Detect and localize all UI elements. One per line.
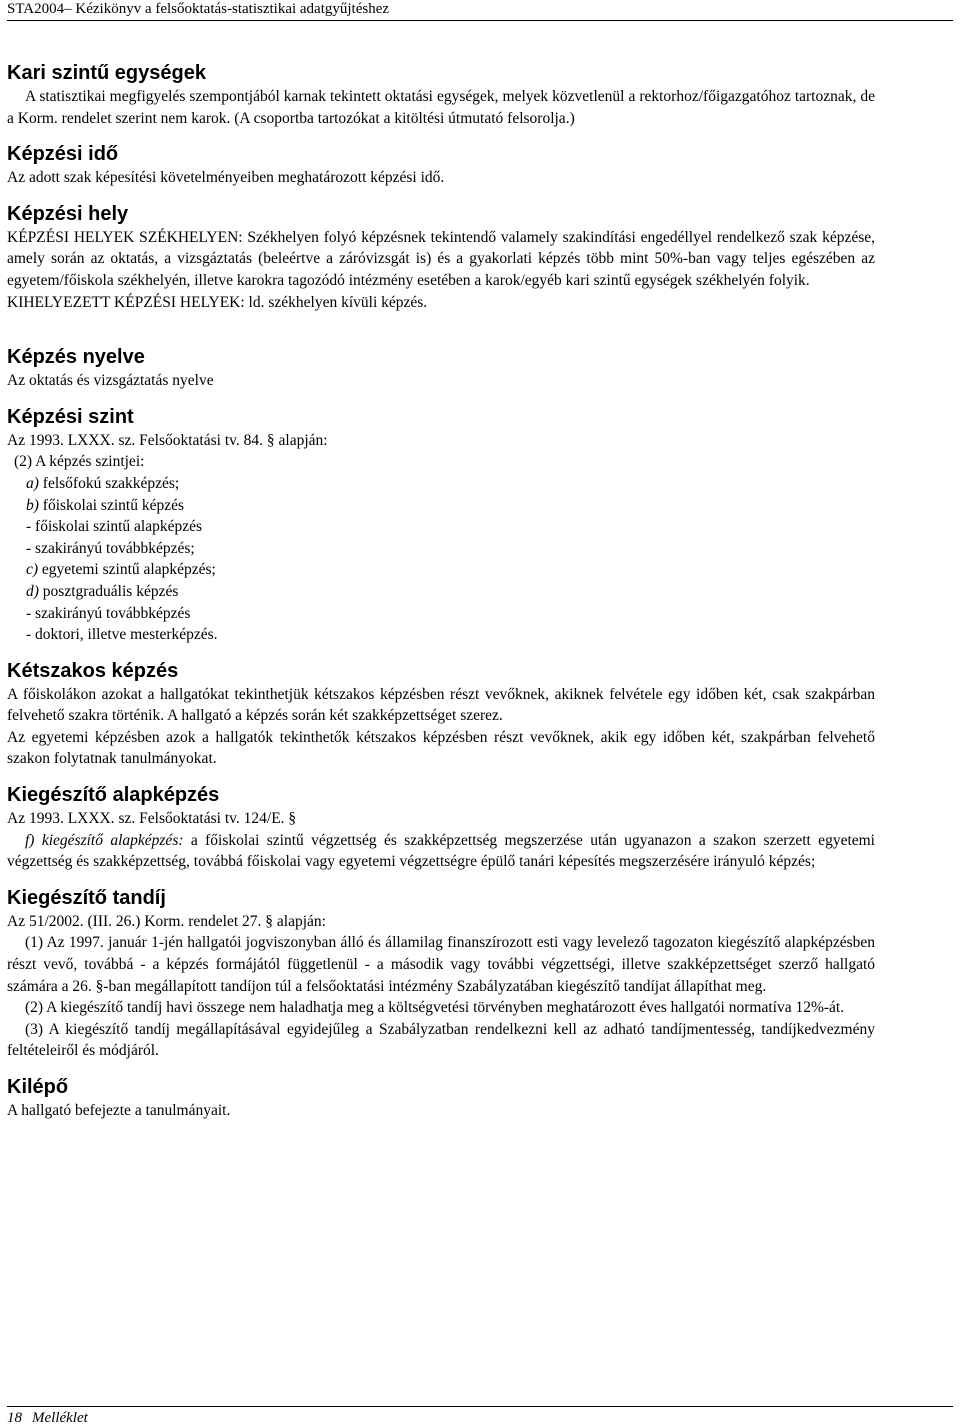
- heading-kepzes-nyelve: Képzés nyelve: [7, 346, 145, 369]
- list-item: - doktori, illetve mesterképzés.: [26, 626, 218, 644]
- kepzesi-hely-text-2: KIHELYEZETT KÉPZÉSI HELYEK: ld. székhelyen kívüli képzés.: [7, 293, 428, 311]
- kepzesi-hely-text-1: KÉPZÉSI HELYEK SZÉKHELYEN: Székhelyen folyó képzésnek tekintendő valamely szakindítási engedéllyel rendelkező szak képzése, amely során az oktatás, a vizsgáztatás (beleértve a záróvizsgát is) és a gyakorlati képzés több mint 50%-ban vagy teljes egészében az egyetem/főiskola székhelyén, illetve karokra tagozódó intézmény esetében a karok/egyéb kari szintű egységek székhelyén folyik.: [7, 228, 875, 289]
- kepzesi-szint-list: [7, 473, 875, 646]
- heading-kepzesi-szint: Képzési szint: [7, 405, 134, 428]
- heading-ketszakos-kepzes: Kétszakos képzés: [7, 659, 179, 682]
- heading-kepzesi-hely: Képzési hely: [7, 202, 129, 225]
- list-item: d) posztgraduális képzés: [26, 582, 179, 600]
- kepzesi-ido-text: Az adott szak képesítési követelményeiben meghatározott képzési idő.: [7, 169, 445, 187]
- heading-kepzesi-ido: Képzési idő: [7, 143, 119, 166]
- ketszakos-text-2: Az egyetemi képzésben azok a hallgatók tekinthetők kétszakos képzésben részt vevőknek, akik egy időben két, szakpárban felvehető szakon folytatnak tanulmányokat.: [7, 728, 875, 768]
- page-footer: [7, 1406, 953, 1427]
- list-item: c) egyetemi szintű alapképzés;: [26, 561, 216, 579]
- list-item: a) felsőfokú szakképzés;: [26, 474, 180, 492]
- page-number: 18: [7, 1410, 22, 1426]
- heading-kiegeszito-alapkepzes: Kiegészítő alapképzés: [7, 784, 220, 807]
- running-header: STA2004– Kézikönyv a felsőoktatás-statisztikai adatgyűjtéshez: [7, 0, 953, 21]
- kiegeszito-tandij-p1: (1) Az 1997. január 1-jén hallgatói jogviszonyban álló és államilag finanszírozott esti vagy levelező tagozaton kiegészítő alapképzésben részt vevő, továbbá - a képzés formájától függetlenül - a második vagy további végzettségi, illetve szakképzettséget szerző hallgató számára a 26. §-ban megállapított tandíjon túl a felsőoktatási intézmény Szabályzatában kiegészítő tandíjat állapíthat meg.: [7, 934, 875, 995]
- footer-label: Melléklet: [32, 1410, 88, 1426]
- ketszakos-text-1: A főiskolákon azokat a hallgatókat tekinthetjük kétszakos képzésben részt vevőknek, akiknek felvétele egy időben két, csak szakpárban felvehető szakra történik. A hallgató a képzés során két szakképzettséget szerez.: [7, 685, 875, 725]
- kilepo-text: A hallgató befejezte a tanulmányait.: [7, 1102, 231, 1119]
- kiegeszito-tandij-p3: (3) A kiegészítő tandíj megállapításával egyidejűleg a Szabályzatban rendelkezni kell az adható tandíjmentesség, tandíjkedvezmény feltételeiről és módjáról.: [7, 1020, 875, 1060]
- kiegeszito-tandij-p2: (2) A kiegészítő tandíj havi összege nem haladhatja meg a költségvetési törvényben meghatározott éves hallgatói normatíva 12%-át.: [25, 999, 845, 1017]
- kiegeszito-tandij-intro: Az 51/2002. (III. 26.) Korm. rendelet 27. § alapján:: [7, 912, 326, 930]
- kiegeszito-alapkepzes-item: f) kiegészítő alapképzés: a főiskolai szintű végzettség és szakképzettség megszerzése után ugyanazon a szakon szerzett egyetemi végzettség és szakképzettség, továbbá főiskolai vagy egyetemi végzettségre épülő tanári képesítés megszerzésére irányuló képzés;: [7, 831, 875, 871]
- list-item: b) főiskolai szintű képzés: [26, 496, 184, 514]
- heading-kilepo: Kilépő: [7, 1076, 69, 1098]
- page-content: [7, 60, 875, 1122]
- list-item: - szakirányú továbbképzés;: [26, 539, 195, 557]
- list-item: - szakirányú továbbképzés: [26, 604, 191, 622]
- heading-kari-szintu-egysegek: Kari szintű egységek: [7, 62, 206, 84]
- kepzes-nyelve-text: Az oktatás és vizsgáztatás nyelve: [7, 372, 214, 390]
- kepzesi-szint-sub: (2) A képzés szintjei:: [14, 453, 145, 471]
- kari-szintu-text: A statisztikai megfigyelés szempontjából karnak tekintett oktatási egységek, melyek közvetlenül a rektorhoz/főigazgatóhoz tartoznak, de a Korm. rendelet szerint nem karok. (A csoportba tartozókat a kitöltési útmutató felsorolja.): [7, 88, 875, 127]
- list-item: - főiskolai szintű alapképzés: [26, 518, 203, 536]
- kiegeszito-alapkepzes-intro: Az 1993. LXXX. sz. Felsőoktatási tv. 124/E. §: [7, 810, 297, 828]
- heading-kiegeszito-tandij: Kiegészítő tandíj: [7, 886, 166, 909]
- kepzesi-szint-intro: Az 1993. LXXX. sz. Felsőoktatási tv. 84. § alapján:: [7, 431, 328, 449]
